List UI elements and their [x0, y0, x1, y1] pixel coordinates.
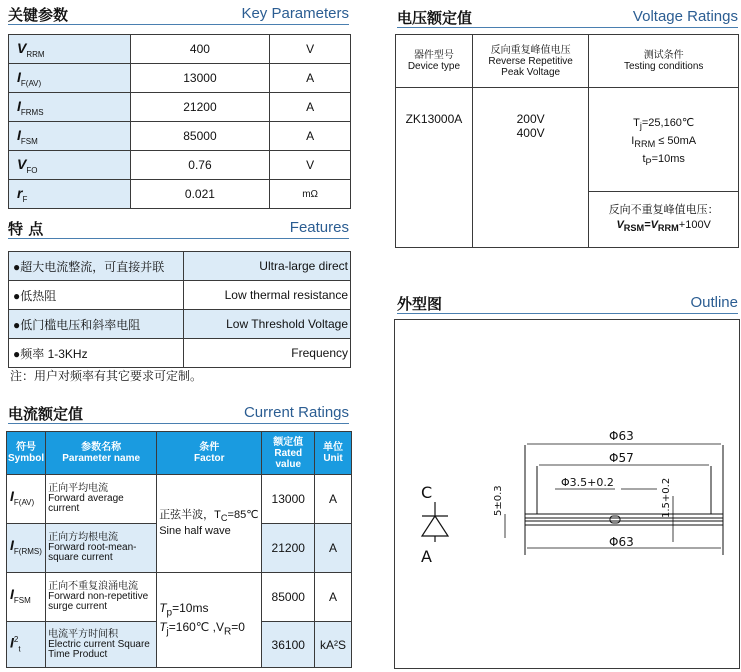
dim-height: 5±0.3 — [493, 485, 504, 516]
outline-drawing — [395, 320, 739, 668]
table-row: $I_{F(AV)}$ 13000 A — [9, 64, 351, 93]
voltage-ratings-title-en: Voltage Ratings — [632, 8, 738, 25]
key-parameters-title-en: Key Parameters — [241, 5, 349, 22]
table-header-row: 符号 Symbol 参数名称 Parameter name 条件 Factor 额定值 Rated value 单位 Unit — [7, 432, 352, 475]
outline-drawing-frame — [394, 319, 740, 669]
current-ratings-table — [6, 431, 352, 668]
table-row: $I_{FSM}$ 正向不重复浪涌电流 Forward non-repetitive surge current $T_p=10ms$ $T_j=160℃$ $,V_R=0$ 85000 A — [7, 573, 352, 622]
table-row: $I_{F(RMS)}$ 正向方均根电流 Forward root-mean-square current 21200 A — [7, 524, 352, 573]
outline-header — [397, 291, 738, 314]
dim-outer-diameter: Φ63 — [609, 429, 634, 443]
voltage-ratings-table — [395, 34, 739, 248]
features-title-en: Features — [289, 219, 349, 236]
features-title-cn: 特 点 — [8, 220, 44, 238]
current-ratings-header — [8, 401, 349, 424]
dim-hole: Φ3.5+0.2 — [561, 476, 614, 489]
table-row: ●低门槛电压和斜率电阻 Low Threshold Voltage — [9, 310, 351, 339]
table-row: $I_{FRMS}$ 21200 A — [9, 93, 351, 122]
voltage-ratings-title-cn: 电压额定值 — [397, 9, 473, 27]
features-table — [8, 251, 351, 368]
table-row: ●低热阻 Low thermal resistance — [9, 281, 351, 310]
key-parameters-table — [8, 34, 351, 209]
current-ratings-title-en: Current Ratings — [243, 404, 349, 421]
dim-depth: 1.5+0.2 — [661, 477, 672, 518]
table-row: $I_{F(AV)}$ 正向平均电流 Forward average current 正弦半波，$T_C=85℃$ Sine half wave 13000 A — [7, 475, 352, 524]
table-row: ZK13000A 200V 400V $T_j=25,160℃$ $I_{RRM} \le 50mA$ $t_P=10ms$ — [396, 88, 739, 192]
key-parameters-title-cn: 关键参数 — [8, 6, 69, 24]
dim-bottom-diameter: Φ63 — [609, 535, 634, 549]
diode-symbol — [422, 502, 448, 542]
key-parameters-header — [8, 2, 349, 25]
voltage-ratings-header — [397, 5, 738, 28]
cathode-label: C — [421, 483, 433, 502]
outline-title-en: Outline — [690, 294, 738, 311]
table-row: $I^2_t$ 电流平方时间积 Electric current Square Time Product 36100 kA²S — [7, 622, 352, 668]
table-row: ●频率 1-3KHz Frequency — [9, 339, 351, 368]
current-ratings-title-cn: 电流额定值 — [8, 405, 84, 423]
dim-inner-diameter: Φ57 — [609, 451, 634, 465]
table-row: 反向不重复峰值电压： $V_{RSM}=V_{RRM}+100V$ — [396, 192, 739, 248]
outline-title-cn: 外型图 — [397, 295, 443, 313]
table-row: $V_{FO}$ 0.76 V — [9, 151, 351, 180]
features-note: 注：用户对频率有其它要求可定制。 — [10, 369, 203, 383]
table-row: ●超大电流整流，可直接并联 Ultra-large direct — [9, 252, 351, 281]
table-row: $I_{FSM}$ 85000 A — [9, 122, 351, 151]
anode-label: A — [421, 547, 432, 566]
table-row: $r_F$ 0.021 mΩ — [9, 180, 351, 209]
table-header-row: 器件型号 Device type 反向重复峰值电压 Reverse Repetitive Peak Voltage 测试条件 Testing conditions — [396, 35, 739, 88]
table-row: $V_{RRM}$ 400 V — [9, 35, 351, 64]
features-header — [8, 216, 349, 239]
